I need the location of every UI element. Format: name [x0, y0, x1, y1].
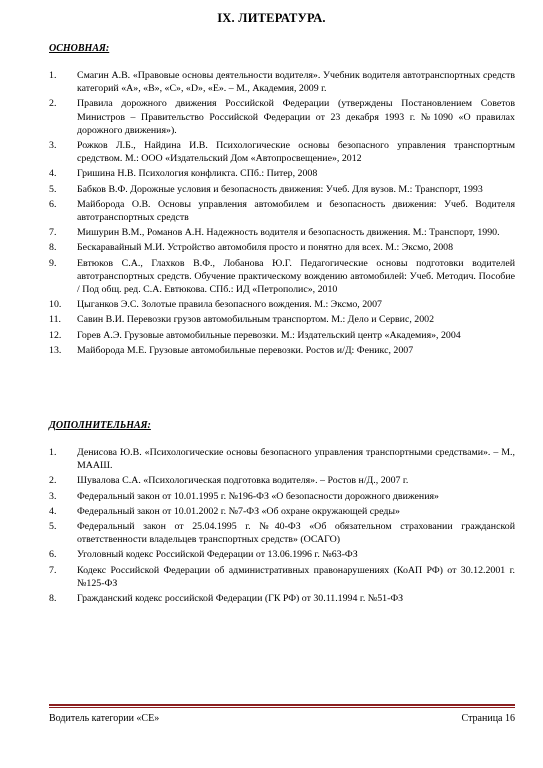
main-literature-heading: ОСНОВНАЯ: [49, 43, 110, 54]
page-title: IX. ЛИТЕРАТУРА. [217, 11, 326, 25]
reference-number: 12. [49, 329, 62, 341]
reference-item [49, 474, 515, 487]
reference-item [49, 257, 515, 297]
reference-item [49, 167, 515, 180]
reference-item [49, 69, 515, 95]
reference-item [49, 344, 515, 357]
reference-number: 3. [49, 140, 57, 152]
reference-number: 7. [49, 227, 57, 239]
main-literature-list [49, 69, 515, 359]
reference-text: Мишурин В.М., Романов А.Н. Надежность водителя и безопасность движения. М.: Транспорт, 1990. [77, 227, 500, 239]
reference-text: Кодекс Российской Федерации об административных правонарушениях (КоАП РФ) от 30.12.2001 г. №125-ФЗ [77, 564, 515, 589]
reference-number: 11. [49, 314, 61, 326]
reference-item [49, 505, 515, 518]
extra-literature-list [49, 446, 515, 607]
reference-text: Горев А.Э. Грузовые автомобильные перевозки. М.: Издательский центр «Академия», 2004 [77, 329, 461, 341]
reference-number: 13. [49, 344, 62, 356]
footer-divider [49, 704, 515, 706]
reference-item [49, 313, 515, 326]
reference-text: Евтюков С.А., Глахков В.Ф., Лобанова Ю.Г. Педагогические основы подготовки водителей автотранспортных средств. Обучение практическому вождению автомобилей: Учеб. Методич. Пособие / Под общ. ред. С.А. Евтюкова. СПб.: ИД «Петрополис», 2010 [77, 257, 515, 296]
reference-text: Майборода М.Е. Грузовые автомобильные перевозки. Ростов и/Д: Феникс, 2007 [77, 344, 414, 356]
reference-number: 8. [49, 242, 57, 254]
reference-number: 6. [49, 198, 57, 210]
footer-document-title: Водитель категории «СЕ» [49, 713, 160, 724]
extra-literature-heading: ДОПОЛНИТЕЛЬНАЯ: [49, 420, 151, 431]
reference-item [49, 564, 515, 590]
reference-text: Рожков Л.Б., Найдина И.В. Психологические основы безопасного управления транспортным средством. М.: ООО «Издательский Дом «Автопросвещение», 2012 [77, 140, 515, 165]
reference-item [49, 548, 515, 561]
reference-item [49, 490, 515, 503]
reference-item [49, 298, 515, 311]
reference-item [49, 520, 515, 546]
reference-number: 2. [49, 475, 57, 487]
reference-number: 5. [49, 521, 57, 533]
reference-item [49, 183, 515, 196]
reference-item [49, 139, 515, 165]
footer-divider-thin [49, 707, 515, 708]
reference-text: Шувалова С.А. «Психологическая подготовка водителя». – Ростов н/Д., 2007 г. [77, 475, 409, 487]
reference-item [49, 592, 515, 605]
reference-text: Цыганков Э.С. Золотые правила безопасного вождения. М.: Эксмо, 2007 [77, 299, 382, 311]
reference-item [49, 446, 515, 472]
reference-number: 5. [49, 183, 57, 195]
reference-item [49, 241, 515, 254]
reference-text: Савин В.И. Перевозки грузов автомобильным транспортом. М.: Дело и Сервис, 2002 [77, 314, 435, 326]
reference-text: Смагин А.В. «Правовые основы деятельности водителя». Учебник водителя автотранспортных средств категорий «А», «В», «С», «D», «Е». – М., Академия, 2009 г. [77, 70, 515, 95]
reference-number: 9. [49, 257, 57, 269]
reference-item [49, 226, 515, 239]
reference-number: 6. [49, 549, 57, 561]
reference-number: 4. [49, 168, 57, 180]
reference-text: Гражданский кодекс российской Федерации (ГК РФ) от 30.11.1994 г. №51-ФЗ [77, 593, 404, 605]
reference-number: 10. [49, 299, 62, 311]
reference-text: Уголовный кодекс Российской Федерации от 13.06.1996 г. №63-ФЗ [77, 549, 358, 561]
reference-number: 4. [49, 505, 57, 517]
reference-text: Майборода О.В. Основы управления автомобилем и безопасность движения: Учеб. Водителя автотранспортных средств [77, 198, 515, 224]
reference-text: Федеральный закон от 10.01.2002 г. №7-ФЗ «Об охране окружающей среды» [77, 505, 400, 517]
reference-text: Федеральный закон от 25.04.1995 г. №40-ФЗ «Об обязательном страховании гражданской ответственности владельцев транспортных средств» (ОСАГО) [77, 521, 515, 546]
reference-text: Бескаравайный М.И. Устройство автомобиля просто и понятно для всех. М.: Эксмо, 2008 [77, 242, 454, 254]
reference-item [49, 97, 515, 137]
reference-text: Правила дорожного движения Российской Федерации (утверждены Постановлением Советов Министров – Правительство Российской Федерации от 23 декабря 1993 г. №1090 «О правилах дорожного движения»). [77, 98, 515, 136]
reference-text: Бабков В.Ф. Дорожные условия и безопасность движения: Учеб. Для вузов. М.: Транспорт, 1993 [77, 183, 483, 195]
reference-item [49, 198, 515, 224]
reference-item [49, 329, 515, 342]
reference-text: Денисова Ю.В. «Психологические основы безопасного управления транспортными средствами». – М., МААШ. [77, 447, 515, 472]
reference-number: 3. [49, 490, 57, 502]
reference-text: Гришина Н.В. Психология конфликта. СПб.: Питер, 2008 [77, 168, 318, 180]
reference-number: 1. [49, 447, 57, 458]
reference-text: Федеральный закон от 10.01.1995 г. №196-ФЗ «О безопасности дорожного движения» [77, 490, 439, 502]
reference-number: 2. [49, 98, 57, 110]
reference-number: 1. [49, 70, 57, 81]
reference-number: 7. [49, 564, 57, 576]
footer-page-number: Страница 16 [461, 713, 515, 724]
reference-number: 8. [49, 593, 57, 605]
